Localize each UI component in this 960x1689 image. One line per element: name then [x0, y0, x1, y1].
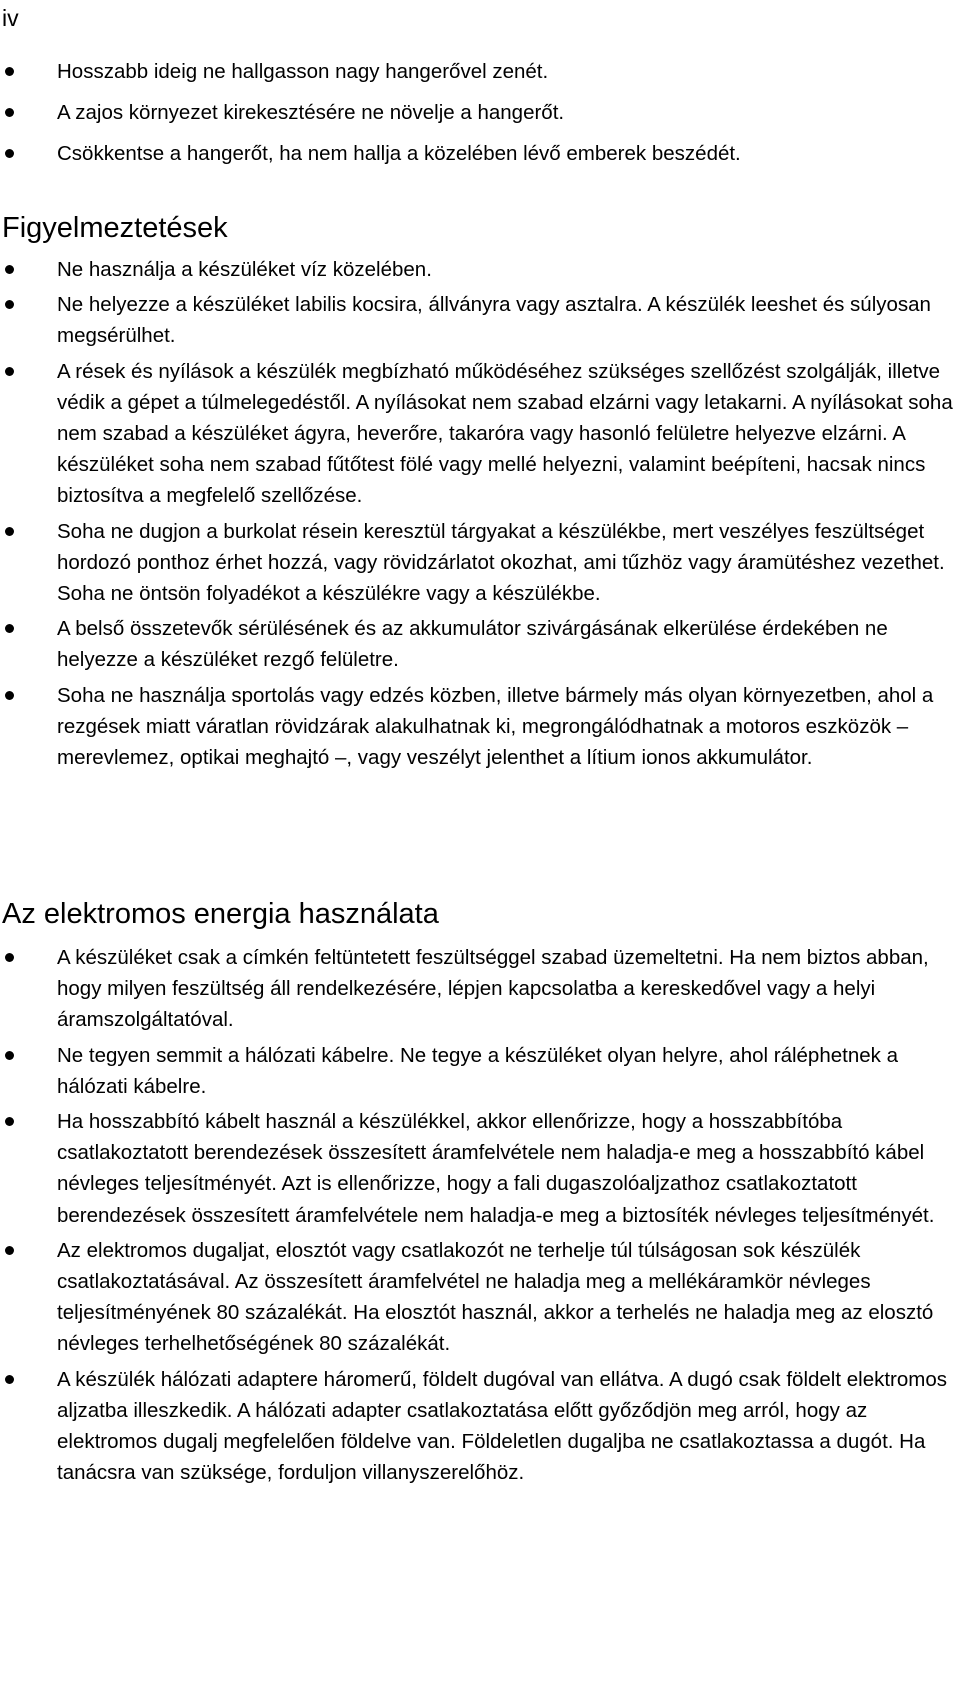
list-item [0, 613, 960, 675]
bullet-icon [5, 367, 14, 376]
section-heading: Figyelmeztetések [2, 212, 228, 244]
bullet-icon [5, 1117, 14, 1126]
warnings-list-block [0, 254, 960, 773]
list-item [0, 680, 960, 774]
warnings-section [0, 210, 960, 246]
intro-list [0, 56, 960, 170]
bullet-icon [5, 67, 14, 76]
bullet-icon [5, 527, 14, 536]
intro-section [0, 56, 960, 174]
list-item [0, 942, 960, 1036]
list-item-text: Ne tegyen semmit a hálózati kábelre. Ne tegye a készüléket olyan helyre, ahol ráléphetnek a hálózati kábelre. [57, 1043, 898, 1098]
power-section [0, 896, 960, 932]
bullet-icon [5, 1375, 14, 1384]
list-item-text: A készüléket csak a címkén feltüntetett feszültséggel szabad üzemeltetni. Ha nem biztos abban, hogy milyen feszültség áll rendelkezésére, lépjen kapcsolatba a kereskedővel vagy a helyi áramszolgáltatóval. [57, 946, 929, 1032]
bullet-icon [5, 265, 14, 274]
list-item-text: Ha hosszabbító kábelt használ a készülékkel, akkor ellenőrizze, hogy a hosszabbítóba csatlakoztatott berendezések összesített áramfelvétele nem haladja-e meg a hosszabbító kábel névleges teljesítményét. Azt is ellenőrizze, hogy a fali dugaszolóaljzathoz csatlakoztatott berendezések összesített áramfelvétele nem haladja-e meg a biztosíték névleges teljesítményét. [57, 1110, 935, 1227]
list-item-text: A rések és nyílások a készülék megbízható működéséhez szükséges szellőzést szolgálják, illetve védik a gépet a túlmelegedéstől. A nyílásokat nem szabad elzárni vagy letakarni. A nyílásokat soha nem szabad a készüléket ágyra, heverőre, takaróra vagy hasonló felületre helyezve elzárni. A készüléket soha nem szabad fűtőtest fölé vagy mellé helyezni, valamint beépíteni, hacsak nincs biztosítva a megfelelő szellőzése. [57, 359, 953, 508]
page-number: iv [2, 5, 19, 31]
list-item [0, 97, 960, 128]
list-item [0, 254, 960, 285]
bullet-icon [5, 300, 14, 309]
bullet-icon [5, 691, 14, 700]
bullet-icon [5, 108, 14, 117]
list-item [0, 138, 960, 169]
power-list [0, 942, 960, 1488]
list-item-text: A belső összetevők sérülésének és az akkumulátor szivárgásának elkerülése érdekében ne helyezze a készüléket rezgő felületre. [57, 617, 888, 672]
list-item [0, 1364, 960, 1489]
warnings-list [0, 254, 960, 773]
bullet-icon [5, 149, 14, 158]
list-item [0, 516, 960, 610]
list-item [0, 289, 960, 351]
bullet-icon [5, 1051, 14, 1060]
list-item-text: Az elektromos dugaljat, elosztót vagy csatlakozót ne terhelje túl túlságosan sok készülék csatlakoztatásával. Az összesített áramfelvétel ne haladja meg a mellékáramkör névleges teljesítményének 80 százalékát. Ha elosztót használ, akkor a terhelés ne haladja meg az elosztó névleges terhelhetőségének 80 százalékát. [57, 1238, 934, 1356]
list-item [0, 1040, 960, 1102]
power-list-block [0, 942, 960, 1488]
list-item [0, 356, 960, 512]
list-item-text: Soha ne dugjon a burkolat résein keresztül tárgyakat a készülékbe, mert veszélyes feszültséget hordozó ponthoz érhet hozzá, vagy rövidzárlatot okozhat, ami tűzhöz vagy áramütéshez vezethet. Soha ne öntsön folyadékot a készülékre vagy a készülékbe. [57, 519, 945, 606]
bullet-icon [5, 1246, 14, 1255]
list-item [0, 1235, 960, 1360]
list-item-text: A készülék hálózati adaptere háromerű, földelt dugóval van ellátva. A dugó csak földelt elektromos aljzatba illeszkedik. A hálózati adapter csatlakoztatása előtt győződjön meg arról, hogy az elektromos dugalj megfelelően földelve van. Földeletlen dugaljba ne csatlakoztassa a dugót. Ha tanácsra van szüksége, forduljon villanyszerelőhöz. [57, 1367, 948, 1485]
list-item-text: A zajos környezet kirekesztésére ne növelje a hangerőt. [57, 101, 565, 125]
list-item [0, 1106, 960, 1231]
section-heading: Az elektromos energia használata [2, 898, 439, 930]
list-item-text: Csökkentse a hangerőt, ha nem hallja a közelében lévő emberek beszédét. [57, 142, 741, 166]
bullet-icon [5, 953, 14, 962]
list-item-text: Hosszabb ideig ne hallgasson nagy hangerővel zenét. [57, 60, 549, 83]
list-item-text: Ne használja a készüléket víz közelében. [57, 258, 432, 281]
bullet-icon [5, 624, 14, 633]
list-item-text: Soha ne használja sportolás vagy edzés közben, illetve bármely más olyan környezetben, ahol a rezgések miatt váratlan rövidzárak alakulhatnak ki, megrongálódhatnak a motoros eszközök – merevlemez, optikai meghajtó –, vagy veszélyt jelenthet a lítium ionos akkumulátor. [57, 683, 934, 770]
list-item [0, 56, 960, 87]
list-item-text: Ne helyezze a készüléket labilis kocsira, állványra vagy asztalra. A készülék leeshet és súlyosan megsérülhet. [57, 293, 931, 348]
